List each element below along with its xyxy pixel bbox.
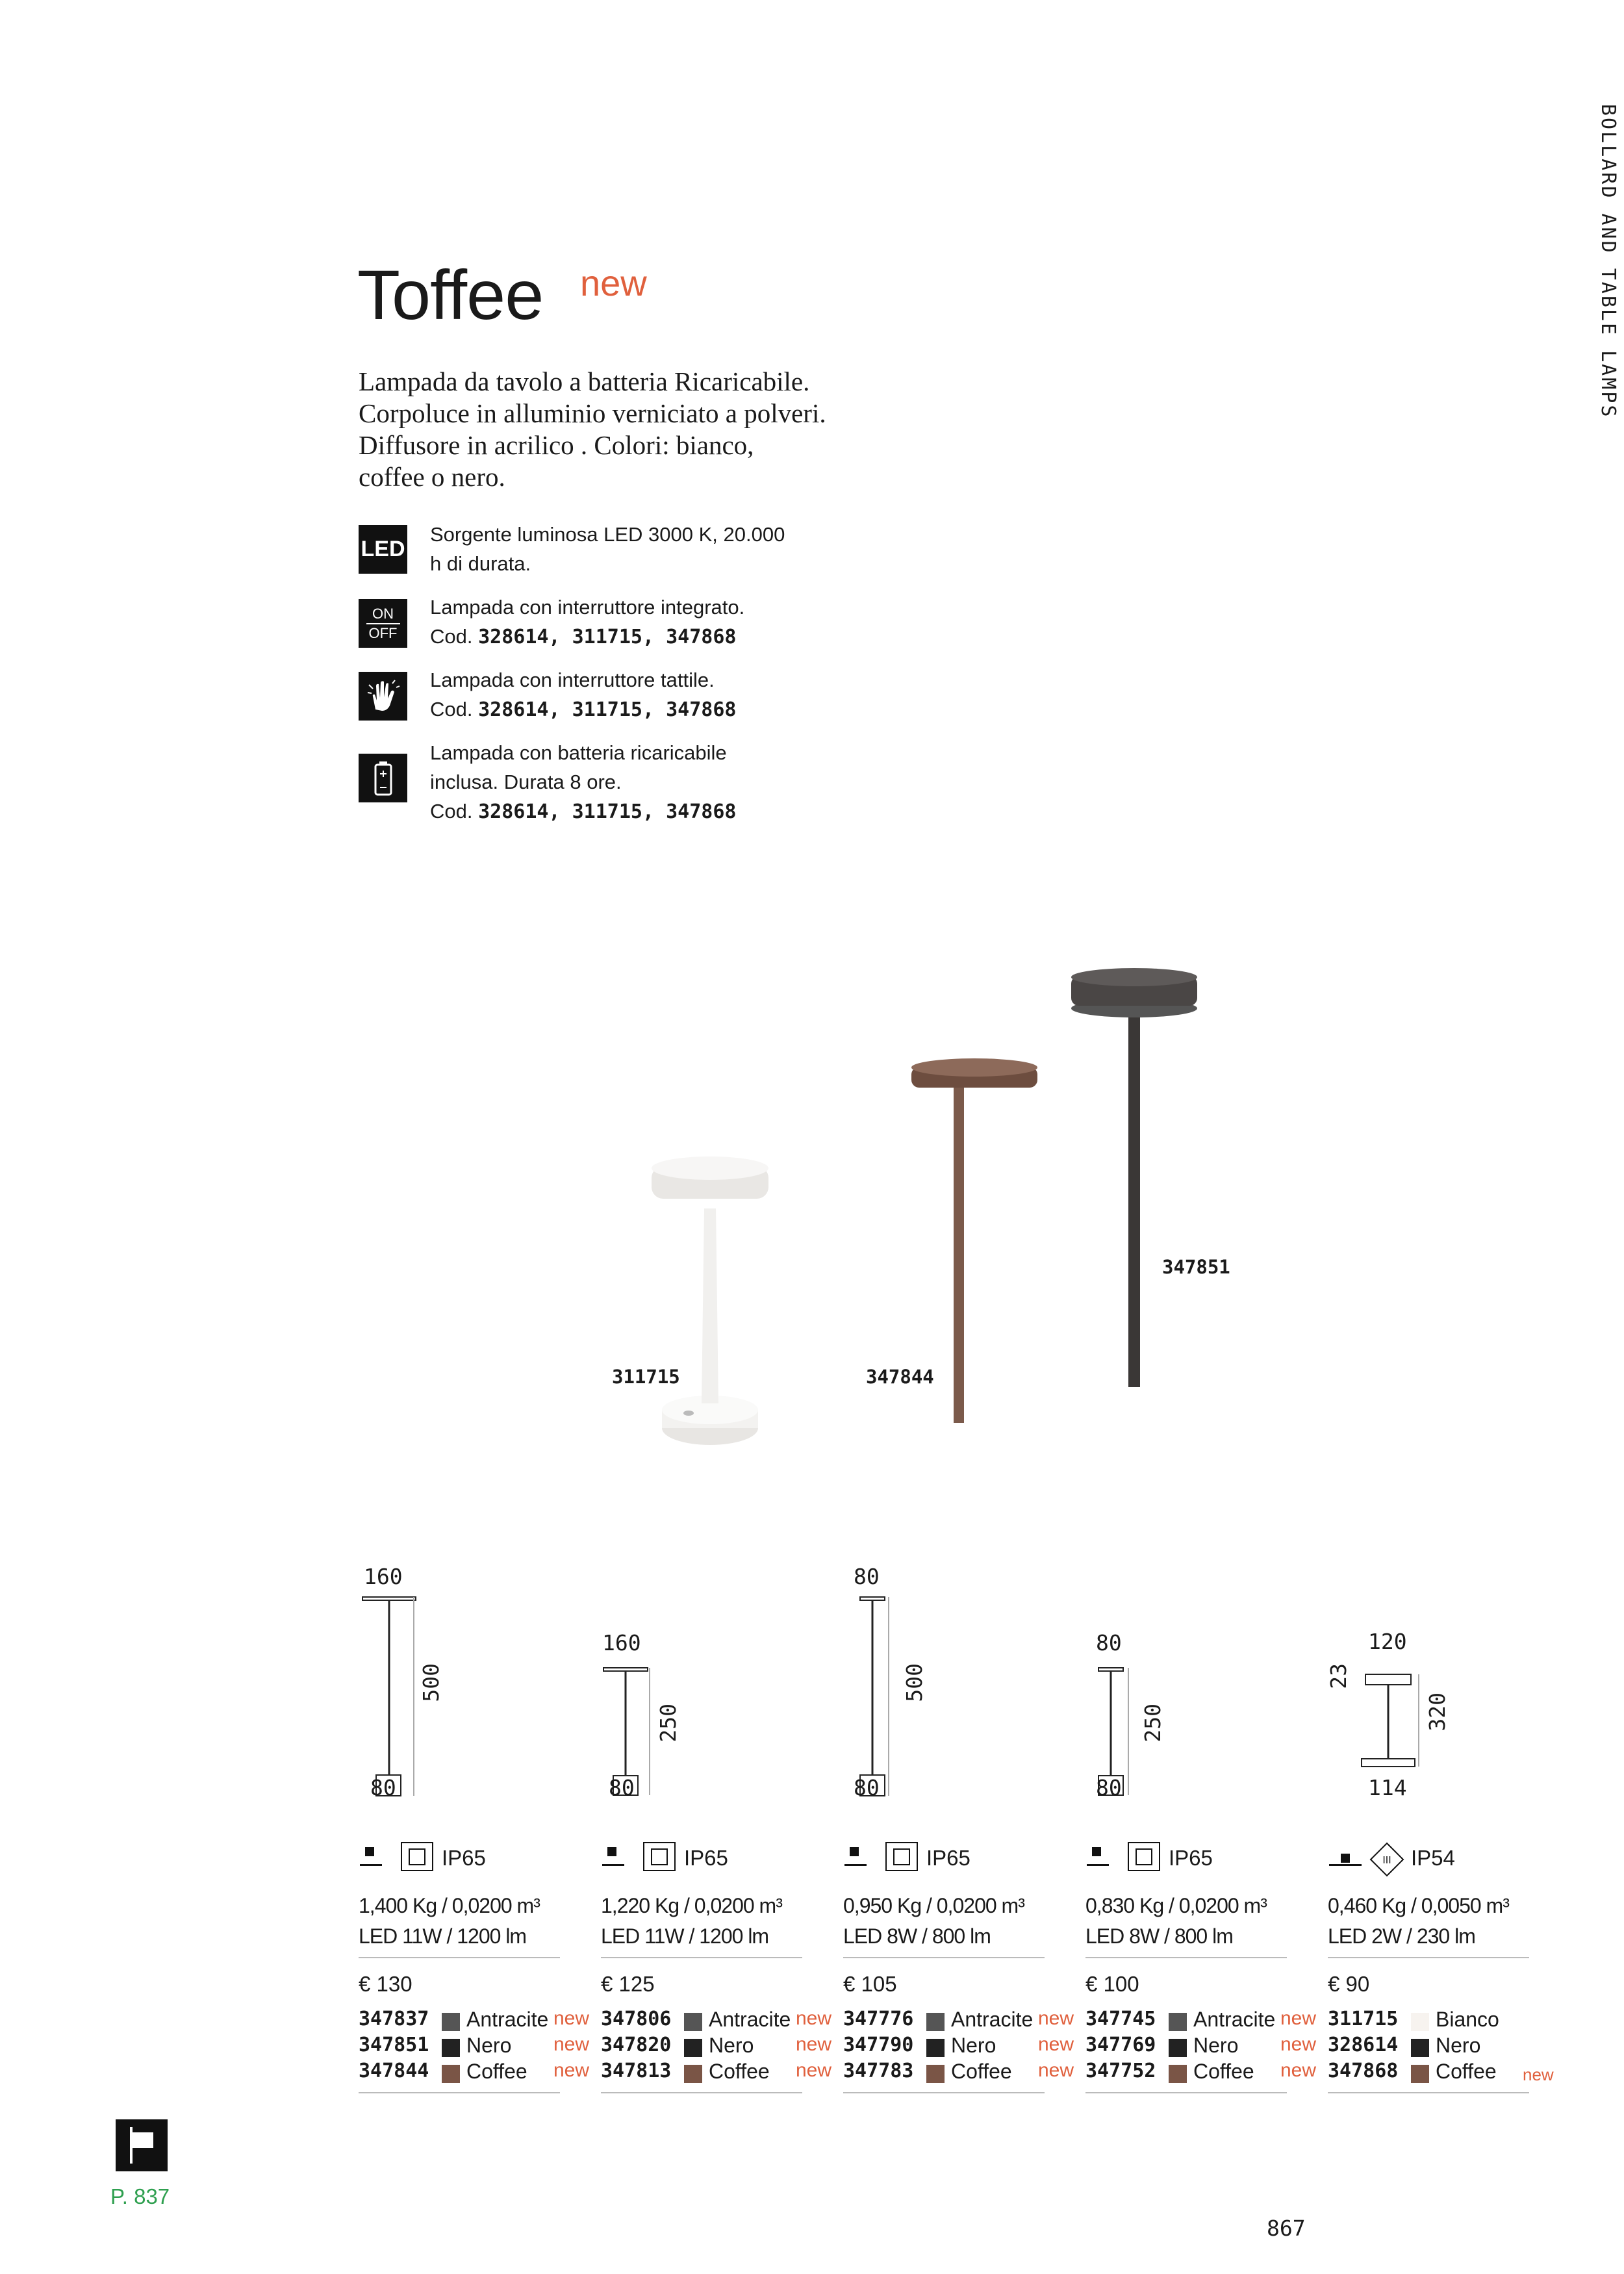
lamps-photo xyxy=(637,962,1221,1468)
variant-row: 347745 Antracite new xyxy=(1085,2008,1317,2031)
color-swatch xyxy=(926,2013,945,2031)
variant-row: 347790 Nero new xyxy=(843,2034,1074,2057)
variant-row: 347783 Coffee new xyxy=(843,2060,1074,2083)
variant-row: 347868 Coffee new xyxy=(1328,2060,1554,2084)
ip-rating: IP65 xyxy=(926,1846,971,1870)
color-swatch xyxy=(926,2065,945,2083)
product-title: Toffee xyxy=(357,255,544,334)
light-output: LED 2W / 230 lm xyxy=(1328,1924,1475,1948)
price: € 130 xyxy=(359,1972,412,1996)
feature-battery-text: Lampada con batteria ricaricabile inclusa. Durata 8 ore. Cod. 328614, 311715, 347868 xyxy=(430,741,737,823)
color-swatch xyxy=(926,2039,945,2057)
light-output: LED 8W / 800 lm xyxy=(843,1924,991,1948)
floor-mount-icon xyxy=(1341,1854,1350,1863)
square-ip-icon xyxy=(885,1842,918,1871)
feature-led-text: Sorgente luminosa LED 3000 K, 20.000 h di durata. xyxy=(430,523,785,575)
table-surface-line xyxy=(1087,1864,1109,1866)
product-column xyxy=(601,1566,832,2125)
table-mount-icon xyxy=(365,1847,374,1856)
variant-row: 347806 Antracite new xyxy=(601,2008,832,2031)
svg-text:III: III xyxy=(1382,1855,1391,1866)
table-mount-icon xyxy=(850,1847,859,1856)
variant-row: 347837 Antracite new xyxy=(359,2008,590,2031)
photo-label-black: 347851 xyxy=(1162,1256,1230,1278)
variant-row: 347813 Coffee new xyxy=(601,2060,832,2083)
variant-row: 347776 Antracite new xyxy=(843,2008,1074,2031)
color-swatch xyxy=(684,2013,702,2031)
color-swatch xyxy=(442,2013,460,2031)
price: € 125 xyxy=(601,1972,655,1996)
variant-row: 347752 Coffee new xyxy=(1085,2060,1317,2083)
variant-row: 347844 Coffee new xyxy=(359,2060,590,2083)
dim-height: 320 xyxy=(1425,1693,1450,1731)
dim-base: 114 xyxy=(1368,1775,1407,1800)
table-mount-icon xyxy=(1092,1847,1101,1856)
photo-label-coffee: 347844 xyxy=(866,1366,934,1388)
variant-row: 347851 Nero new xyxy=(359,2034,590,2057)
color-swatch xyxy=(1411,2039,1429,2057)
product-column xyxy=(1326,1566,1554,2125)
dim-width: 80 xyxy=(854,1564,880,1589)
light-output: LED 8W / 800 lm xyxy=(1085,1924,1233,1948)
catalog-reference-icon[interactable] xyxy=(116,2119,168,2171)
table-surface-line xyxy=(1329,1864,1362,1866)
price: € 90 xyxy=(1328,1972,1370,1996)
variant-row: 347820 Nero new xyxy=(601,2034,832,2057)
dim-height: 500 xyxy=(902,1663,927,1702)
square-ip-icon xyxy=(1128,1842,1160,1871)
price: € 105 xyxy=(843,1972,897,1996)
weight-volume: 0,460 Kg / 0,0050 m³ xyxy=(1328,1894,1509,1917)
table-mount-icon xyxy=(607,1847,616,1856)
price: € 100 xyxy=(1085,1972,1139,1996)
ip-rating: IP65 xyxy=(684,1846,728,1870)
weight-volume: 1,220 Kg / 0,0200 m³ xyxy=(601,1894,782,1917)
photo-label-white: 311715 xyxy=(612,1366,680,1388)
variant-row: 328614 Nero xyxy=(1328,2034,1481,2057)
color-swatch xyxy=(1169,2065,1187,2083)
dim-base: 80 xyxy=(370,1775,396,1800)
category-side-label: BOLLARD AND TABLE LAMPS xyxy=(1597,104,1619,419)
weight-volume: 1,400 Kg / 0,0200 m³ xyxy=(359,1894,540,1917)
dim-height: 250 xyxy=(655,1704,681,1743)
dim-width: 120 xyxy=(1368,1629,1407,1654)
white-lamp-image xyxy=(652,1156,768,1445)
dim-width: 160 xyxy=(602,1630,641,1655)
ip-rating: IP65 xyxy=(442,1846,486,1870)
variant-row: 311715 Bianco xyxy=(1328,2008,1499,2031)
color-swatch xyxy=(1169,2039,1187,2057)
dim-width: 160 xyxy=(364,1564,403,1589)
ip-rating: IP65 xyxy=(1169,1846,1213,1870)
weight-volume: 0,950 Kg / 0,0200 m³ xyxy=(843,1894,1024,1917)
dim-height: 250 xyxy=(1140,1704,1165,1743)
feature-switch-text: Lampada con interruttore integrato. Cod. 328614, 311715, 347868 xyxy=(430,596,745,648)
variant-row: 347769 Nero new xyxy=(1085,2034,1317,2057)
dim-width: 80 xyxy=(1096,1630,1122,1655)
color-swatch xyxy=(1169,2013,1187,2031)
class-iii-icon xyxy=(1369,1842,1404,1877)
square-ip-icon xyxy=(643,1842,676,1871)
dim-base: 80 xyxy=(1096,1775,1122,1800)
table-surface-line xyxy=(360,1864,382,1866)
dim-base: 80 xyxy=(609,1775,635,1800)
light-output: LED 11W / 1200 lm xyxy=(359,1924,527,1948)
dim-base: 80 xyxy=(854,1775,880,1800)
color-swatch xyxy=(442,2039,460,2057)
new-badge: new xyxy=(580,262,647,303)
color-swatch xyxy=(442,2065,460,2083)
light-output: LED 11W / 1200 lm xyxy=(601,1924,769,1948)
color-swatch xyxy=(1411,2065,1429,2083)
product-description: Lampada da tavolo a batteria Ricaricabile. Corpoluce in alluminio verniciato a polveri. Diffusore in acrilico . Colori: bianco, coffee o nero. xyxy=(359,366,826,492)
on-off-icon: ON OFF xyxy=(359,599,407,648)
led-icon: LED xyxy=(359,525,407,574)
square-ip-icon xyxy=(401,1842,433,1871)
black-lamp-image xyxy=(1071,968,1197,1387)
product-column xyxy=(359,1564,590,2125)
color-swatch xyxy=(684,2039,702,2057)
feature-touch-text: Lampada con interruttore tattile. Cod. 328614, 311715, 347868 xyxy=(430,669,737,721)
page-reference-link[interactable]: P. 837 xyxy=(110,2184,170,2208)
product-column xyxy=(843,1564,1074,2125)
dim-height: 500 xyxy=(418,1663,444,1702)
touch-hand-icon xyxy=(359,672,407,721)
table-surface-line xyxy=(844,1864,867,1866)
table-surface-line xyxy=(602,1864,624,1866)
product-column xyxy=(1085,1566,1317,2125)
color-swatch xyxy=(1411,2013,1429,2031)
dim-head-height: 23 xyxy=(1326,1663,1351,1689)
page-number: 867 xyxy=(1267,2216,1306,2241)
weight-volume: 0,830 Kg / 0,0200 m³ xyxy=(1085,1894,1267,1917)
battery-icon xyxy=(359,754,407,802)
ip-rating: IP54 xyxy=(1411,1846,1455,1870)
color-swatch xyxy=(684,2065,702,2083)
